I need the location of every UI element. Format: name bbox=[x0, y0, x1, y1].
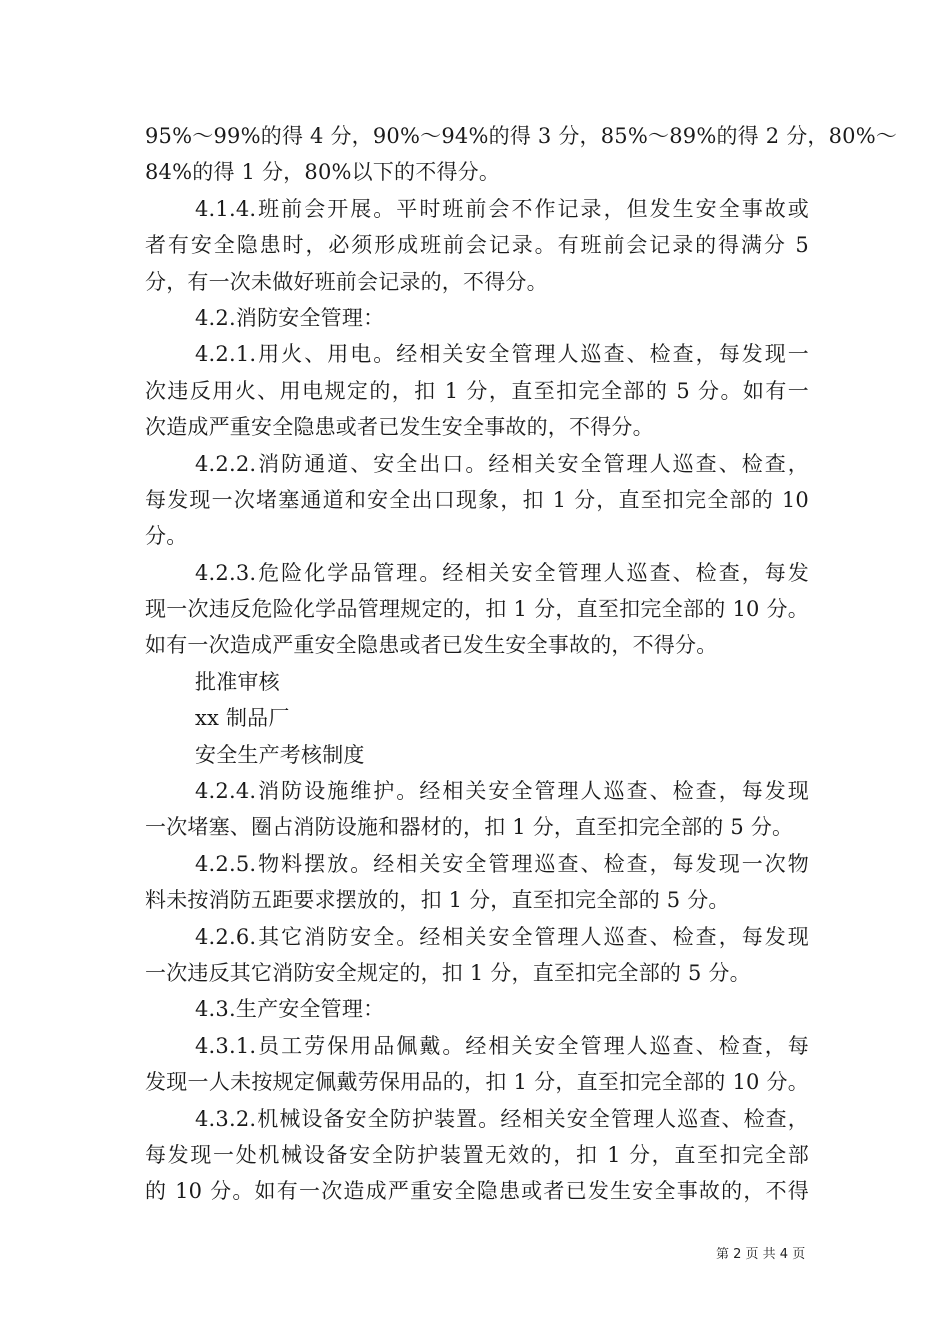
page-number-footer: 第 2 页 共 4 页 bbox=[716, 1247, 806, 1262]
text-line: 4.2.5.物料摆放。经相关安全管理巡查、检查，每发现一次物 bbox=[195, 851, 809, 876]
text-line: 4.3.1.员工劳保用品佩戴。经相关安全管理人巡查、检查，每 bbox=[195, 1033, 809, 1058]
text-line: 如有一次造成严重安全隐患或者已发生安全事故的，不得分。 bbox=[145, 633, 718, 658]
text-line: 一次违反其它消防安全规定的，扣 1 分，直至扣完全部的 5 分。 bbox=[145, 960, 751, 985]
text-line: 一次堵塞、圈占消防设施和器材的，扣 1 分，直至扣完全部的 5 分。 bbox=[145, 815, 794, 840]
text-line: 4.2.6.其它消防安全。经相关安全管理人巡查、检查，每发现 bbox=[195, 924, 809, 949]
text-line: 4.2.1.用火、用电。经相关安全管理人巡查、检查，每发现一 bbox=[195, 342, 809, 367]
text-line: 84%的得 1 分，80%以下的不得分。 bbox=[145, 160, 501, 185]
text-line: xx 制品厂 bbox=[195, 706, 290, 731]
text-line: 每发现一次堵塞通道和安全出口现象，扣 1 分，直至扣完全部的 10 bbox=[145, 487, 809, 512]
text-line: 4.3.生产安全管理： bbox=[195, 997, 385, 1022]
text-line: 安全生产考核制度 bbox=[195, 742, 365, 767]
text-line: 分，有一次未做好班前会记录的，不得分。 bbox=[145, 269, 548, 294]
text-line: 4.2.3.危险化学品管理。经相关安全管理人巡查、检查，每发 bbox=[195, 560, 809, 585]
text-line: 者有安全隐患时，必须形成班前会记录。有班前会记录的得满分 5 bbox=[145, 233, 809, 258]
text-line: 4.2.消防安全管理： bbox=[195, 305, 385, 330]
text-line: 发现一人未按规定佩戴劳保用品的，扣 1 分，直至扣完全部的 10 分。 bbox=[145, 1070, 809, 1095]
text-line: 现一次违反危险化学品管理规定的，扣 1 分，直至扣完全部的 10 分。 bbox=[145, 597, 809, 622]
text-line: 每发现一处机械设备安全防护装置无效的，扣 1 分，直至扣完全部 bbox=[145, 1142, 809, 1167]
text-line: 次造成严重安全隐患或者已发生安全事故的，不得分。 bbox=[145, 415, 654, 440]
text-line: 次违反用火、用电规定的，扣 1 分，直至扣完全部的 5 分。如有一 bbox=[145, 378, 809, 403]
text-line: 4.1.4.班前会开展。平时班前会不作记录，但发生安全事故或 bbox=[195, 196, 809, 221]
text-line: 批准审核 bbox=[195, 669, 280, 694]
text-line: 的 10 分。如有一次造成严重安全隐患或者已发生安全事故的，不得 bbox=[145, 1179, 809, 1204]
text-line: 4.2.4.消防设施维护。经相关安全管理人巡查、检查，每发现 bbox=[195, 779, 809, 804]
text-line: 95%～99%的得 4 分，90%～94%的得 3 分，85%～89%的得 2 分，80%～ bbox=[145, 124, 898, 148]
text-line: 4.2.2.消防通道、安全出口。经相关安全管理人巡查、检查， bbox=[195, 451, 809, 476]
text-line: 分。 bbox=[145, 524, 188, 549]
text-line: 料未按消防五距要求摆放的，扣 1 分，直至扣完全部的 5 分。 bbox=[145, 888, 730, 913]
text-line: 4.3.2.机械设备安全防护装置。经相关安全管理人巡查、检查， bbox=[195, 1106, 809, 1131]
document-body bbox=[145, 118, 898, 1210]
